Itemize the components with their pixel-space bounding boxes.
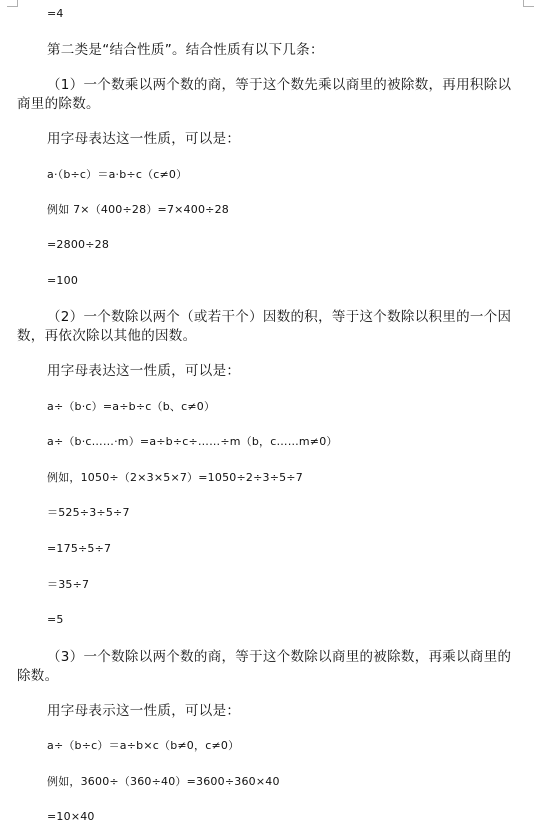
section-heading: 第二类是“结合性质”。结合性质有以下几条： bbox=[47, 42, 324, 58]
property-paragraph-1: （1）一个数乘以两个数的商，等于这个数先乘以商里的被除数，再用积除以商里的除数。 bbox=[17, 77, 512, 112]
text-line: 用字母表达这一性质，可以是： bbox=[47, 363, 241, 379]
equation-line: =2800÷28 bbox=[47, 238, 110, 251]
formula-line: a÷（b÷c）＝a÷b×c（b≠0，c≠0） bbox=[47, 739, 240, 752]
equation-line: ＝35÷7 bbox=[47, 578, 90, 591]
property-paragraph-3: （3）一个数除以两个数的商，等于这个数除以商里的被除数，再乘以商里的除数。 bbox=[17, 649, 512, 684]
page-corner-mark-right bbox=[523, 0, 534, 7]
formula-line: a·（b÷c）＝a·b÷c（c≠0） bbox=[47, 168, 188, 181]
example-line: 例如 7×（400÷28）=7×400÷28 bbox=[47, 203, 229, 216]
formula-line: a÷（b·c……·m）=a÷b÷c÷……÷m（b，c……m≠0） bbox=[47, 435, 338, 448]
example-line: 例如，3600÷（360÷40）=3600÷360×40 bbox=[47, 775, 280, 788]
formula-line: a÷（b·c）=a÷b÷c（b、c≠0） bbox=[47, 400, 216, 413]
example-line: 例如，1050÷（2×3×5×7）=1050÷2÷3÷5÷7 bbox=[47, 471, 303, 484]
equation-line: =100 bbox=[47, 274, 79, 287]
page-corner-mark-left bbox=[7, 0, 18, 7]
equation-line: ＝525÷3÷5÷7 bbox=[47, 506, 130, 519]
text-line: 用字母表示这一性质，可以是： bbox=[47, 703, 241, 719]
equation-line: =4 bbox=[47, 7, 64, 20]
equation-line: =175÷5÷7 bbox=[47, 542, 112, 555]
text-line: 用字母表达这一性质，可以是： bbox=[47, 131, 241, 147]
equation-line: =5 bbox=[47, 613, 64, 626]
equation-line: =10×40 bbox=[47, 810, 95, 823]
property-paragraph-2: （2）一个数除以两个（或若干个）因数的积，等于这个数除以积里的一个因数，再依次除以其他的因数。 bbox=[17, 309, 512, 344]
